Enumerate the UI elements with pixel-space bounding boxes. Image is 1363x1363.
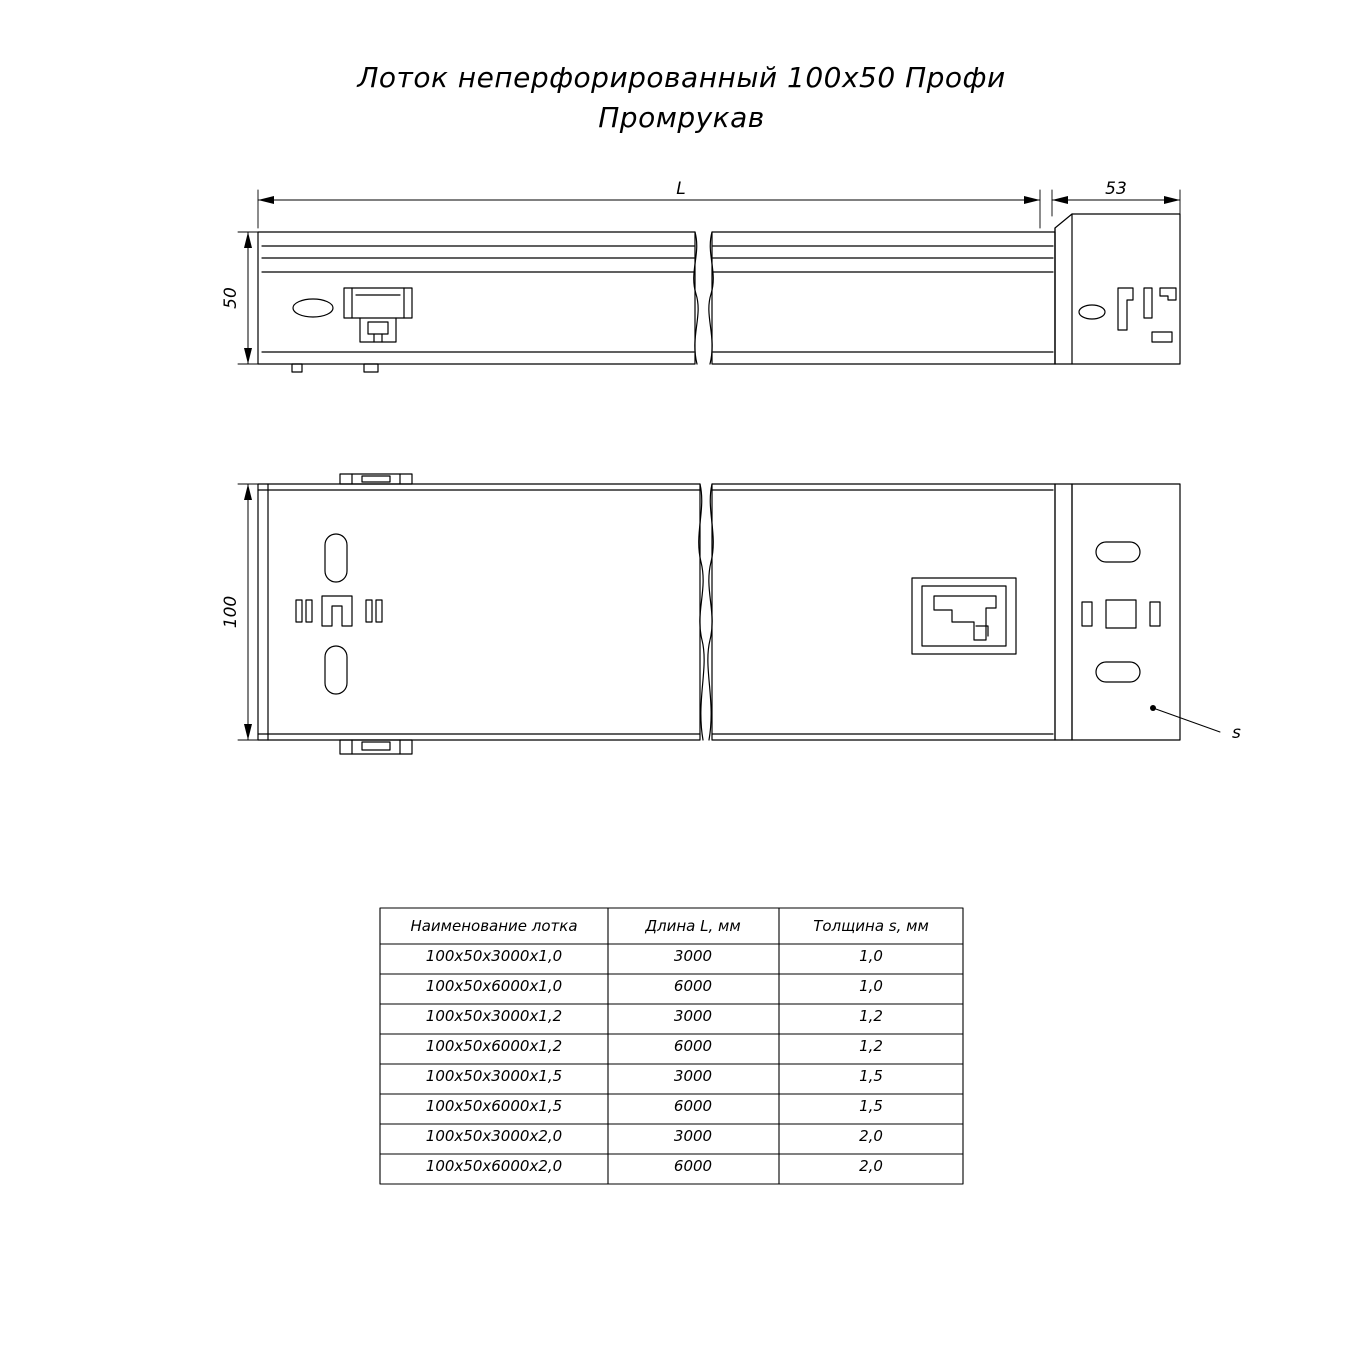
table-cell: 1,5: [859, 1097, 883, 1115]
side-view-drawing: [238, 190, 1180, 372]
table-cell: 100х50х3000х1,0: [425, 947, 563, 965]
table-header-cell: Наименование лотка: [410, 917, 578, 935]
table-cell: 100х50х3000х1,5: [425, 1067, 563, 1085]
table-cell: 100х50х6000х2,0: [425, 1157, 563, 1175]
table-header-cell: Толщина s, мм: [813, 917, 929, 935]
table-cell: 3000: [673, 1067, 713, 1085]
table-cell: 100х50х3000х2,0: [425, 1127, 563, 1145]
table-cell: 100х50х6000х1,2: [425, 1037, 563, 1055]
table-cell: 6000: [673, 1037, 713, 1055]
dimension-height-label: 50: [221, 287, 241, 309]
page-title-line2: Промрукав: [598, 101, 765, 134]
page-title-line1: Лоток неперфорированный 100х50 Профи: [357, 61, 1006, 94]
table-cell: 6000: [673, 1097, 713, 1115]
table-cell: 1,0: [859, 977, 883, 995]
table-cell: 1,2: [859, 1037, 883, 1055]
thickness-leader-label: s: [1232, 723, 1241, 743]
table-cell: 100х50х6000х1,0: [425, 977, 563, 995]
table-cell: 6000: [673, 1157, 713, 1175]
table-cell: 6000: [673, 977, 713, 995]
dimension-flange-label: 53: [1105, 179, 1127, 199]
table-cell: 3000: [673, 1007, 713, 1025]
dimension-width-label: 100: [221, 595, 241, 629]
table-cell: 100х50х3000х1,2: [425, 1007, 563, 1025]
table-cell: 1,5: [859, 1067, 883, 1085]
table-cell: 100х50х6000х1,5: [425, 1097, 563, 1115]
plan-view-drawing: [238, 474, 1220, 754]
table-header-cell: Длина L, мм: [645, 917, 741, 935]
table-cell: 3000: [673, 947, 713, 965]
table-cell: 3000: [673, 1127, 713, 1145]
table-cell: 1,2: [859, 1007, 883, 1025]
table-cell: 1,0: [859, 947, 883, 965]
table-cell: 2,0: [859, 1127, 883, 1145]
table-cell: 2,0: [859, 1157, 883, 1175]
dimension-length-label: L: [676, 179, 686, 199]
